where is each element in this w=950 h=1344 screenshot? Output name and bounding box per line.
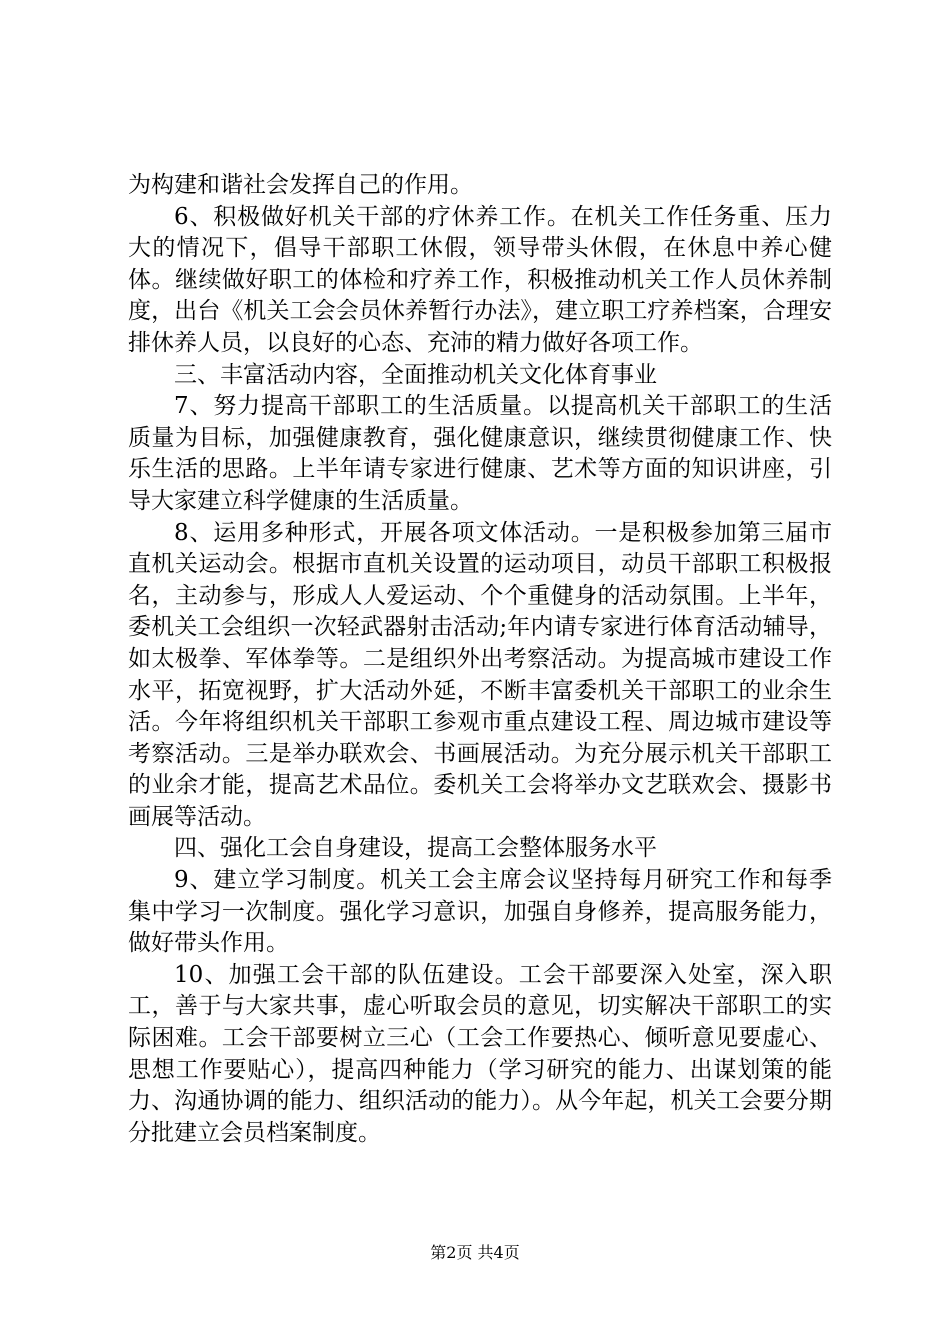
section-heading-3: 三、丰富活动内容，全面推动机关文化体育事业 [174,361,657,388]
paragraph-continuation: 为构建和谐社会发挥自己的作用。 [128,172,473,198]
paragraph-item-7: 7、努力提高干部职工的生活质量。以提高机关干部职工的生活质量为目标，加强健康教育，强化健康意识，继续贯彻健康工作、快乐生活的思路。上半年请专家进行健康、艺术等方面的知识讲座，引导大家建立科学健康的生活质量。 [128,393,832,514]
paragraph-item-8: 8、运用多种形式，开展各项文体活动。一是积极参加第三届市直机关运动会。根据市直机关设置的运动项目，动员干部职工积极报名，主动参与，形成人人爱运动、个个重健身的活动氛围。上半年，委机关工会组织一次轻武器射击活动;年内请专家进行体育活动辅导，如太极拳、军体拳等。二是组织外出考察活动。为提高城市建设工作水平，拓宽视野，扩大活动外延，不断丰富委机关干部职工的业余生活。今年将组织机关干部职工参观市重点建设工程、周边城市建设等考察活动。三是举办联欢会、书画展活动。为充分展示机关干部职工的业余才能，提高艺术品位。委机关工会将举办文艺联欢会、摄影书画展等活动。 [128,519,832,830]
document-body [128,170,832,1149]
paragraph-item-6: 6、积极做好机关干部的疗休养工作。在机关工作任务重、压力大的情况下，倡导干部职工休假，领导带头休假，在休息中养心健体。继续做好职工的体检和疗养工作，积极推动机关工作人员休养制度，出台《机关工会会员休养暂行办法》，建立职工疗养档案，合理安排休养人员，以良好的心态、充沛的精力做好各项工作。 [128,203,832,356]
paragraph-item-10: 10、加强工会干部的队伍建设。工会干部要深入处室，深入职工，善于与大家共事，虚心听取会员的意见，切实解决干部职工的实际困难。工会干部要树立三心（工会工作要热心、倾听意见要虚心、思想工作要贴心），提高四种能力（学习研究的能力、出谋划策的能力、沟通协调的能力、组织活动的能力）。从今年起，机关工会要分期分批建立会员档案制度。 [128,961,832,1146]
paragraph-item-9: 9、建立学习制度。机关工会主席会议坚持每月研究工作和每季集中学习一次制度。强化学习意识，加强自身修养，提高服务能力，做好带头作用。 [128,867,832,957]
section-heading-4: 四、强化工会自身建设，提高工会整体服务水平 [174,835,657,862]
page-number-footer: 第2页 共4页 [430,1243,520,1262]
